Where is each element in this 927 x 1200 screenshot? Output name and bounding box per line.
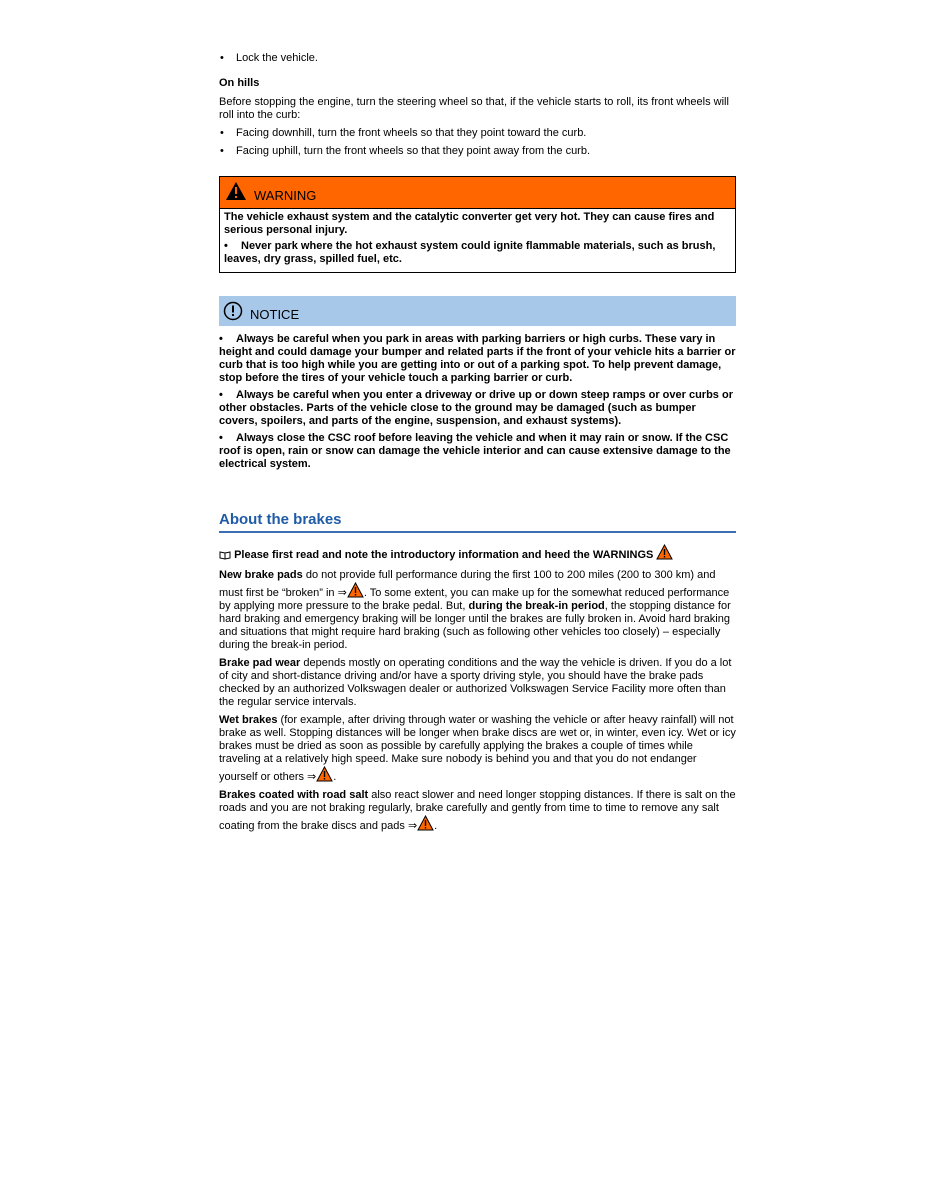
text: . To some extent, you can make up for the somewhat reduced performance by applying more pressure to the brake pedal. But,	[219, 587, 730, 612]
warning-text: The vehicle exhaust system and the catalytic converter get very hot. They can cause fires and serious personal injury.	[224, 211, 715, 236]
bullet-icon: •	[219, 432, 223, 444]
arrow-icon: ⇒	[337, 587, 347, 599]
text: .	[333, 771, 337, 783]
notice-item	[219, 432, 736, 471]
term-new-brake-pads: New brake pads	[219, 569, 303, 581]
warning-triangle-icon[interactable]	[347, 582, 364, 598]
notice-header	[219, 296, 736, 326]
section-heading-on-hills: On hills	[219, 77, 260, 89]
exclamation-circle-icon	[223, 301, 243, 321]
bullet-icon: •	[219, 389, 223, 401]
bullet-icon: •	[224, 240, 228, 252]
bullet-icon: •	[219, 333, 223, 345]
warning-triangle-icon[interactable]	[656, 544, 673, 560]
warning-header	[220, 177, 735, 209]
list-item	[219, 127, 736, 140]
warning-label: WARNING	[254, 188, 317, 203]
text: do not provide full performance during the first 100 to 200 miles (200 to 300 km) and must first be “broken” in	[219, 569, 716, 599]
intro-note	[219, 544, 736, 562]
notice-item	[219, 389, 736, 428]
notice-text: Always be careful when you park in areas with parking barriers or high curbs. These vary in height and could damage your bumper and related parts if the front of your vehicle hits a barrier or curb that is too high while you are getting into or out of a parking spot. To help prevent damage, stop before the tires of your vehicle touch a parking barrier or curb.	[219, 333, 736, 384]
warning-triangle-icon[interactable]	[316, 766, 333, 782]
notice-body	[219, 326, 736, 471]
text: .	[434, 820, 438, 832]
text: (for example, after driving through water or washing the vehicle or after heavy rainfall) will not brake as well. Stopping distances will be longer when brake discs are wet or, in winter, even icy. Wet or icy brakes must be dried as soon as possible by carefully applying the brakes a couple of times while traveling at a relatively high speed. Make sure nobody is behind you and that you do not endanger yourself or others	[219, 714, 736, 783]
term-road-salt: Brakes coated with road salt	[219, 789, 369, 801]
text: also react slower and need longer stopping distances. If there is salt on the roads and you are not braking regularly, brake carefully and gently from time to time to remove any salt coating from the brake discs and pads	[219, 789, 736, 832]
term-break-in-period: during the break-in period	[468, 600, 605, 612]
bullet-text: Facing downhill, turn the front wheels so that they point toward the curb.	[236, 127, 587, 139]
warning-triangle-icon[interactable]	[417, 815, 434, 831]
bullet-text: Never park where the hot exhaust system could ignite flammable materials, such as brush, leaves, dry grass, spilled fuel, etc.	[224, 240, 716, 265]
page-content	[219, 52, 736, 838]
bullet-text: Lock the vehicle.	[236, 52, 318, 64]
warning-bullet	[224, 240, 731, 266]
term-brake-pad-wear: Brake pad wear	[219, 657, 301, 669]
arrow-icon: ⇒	[307, 771, 317, 783]
notice-label: NOTICE	[250, 307, 300, 322]
paragraph-new-brake-pads	[219, 569, 736, 652]
section-title: About the brakes	[219, 511, 736, 533]
warning-body	[220, 209, 735, 272]
paragraph-road-salt	[219, 789, 736, 833]
arrow-icon: ⇒	[407, 820, 418, 832]
hills-intro: Before stopping the engine, turn the steering wheel so that, if the vehicle starts to roll, its front wheels will roll into the curb:	[219, 96, 729, 121]
bullet-text: Facing uphill, turn the front wheels so that they point away from the curb.	[236, 145, 591, 157]
term-wet-brakes: Wet brakes	[219, 714, 278, 726]
paragraph-brake-pad-wear	[219, 657, 736, 709]
intro-text: Please first read and note the introductory information and heed the WARNINGS	[234, 549, 654, 561]
book-icon	[219, 550, 231, 560]
text: , the stopping distance for hard braking and emergency braking will be longer until the brakes are fully broken in. Avoid hard braking and situations that might require hard braking (such as following other vehicles too closely) – especially during the break-in period.	[219, 600, 731, 651]
paragraph-wet-brakes	[219, 714, 736, 784]
warning-box	[219, 176, 736, 273]
notice-item	[219, 333, 736, 385]
warning-triangle-icon	[225, 181, 247, 201]
text: depends mostly on operating conditions and the way the vehicle is driven. If you do a lot of city and short-distance driving and/or have a sporty driving style, you should have the brake pads checked by an authorized Volkswagen dealer or authorized Volkswagen Service Facility more often than the regular service intervals.	[219, 657, 732, 708]
notice-text: Always close the CSC roof before leaving the vehicle and when it may rain or snow. If the CSC roof is open, rain or snow can damage the vehicle interior and can cause extensive damage to the electrical system.	[219, 432, 731, 470]
notice-text: Always be careful when you enter a driveway or drive up or down steep ramps or over curbs or other obstacles. Parts of the vehicle close to the ground may be damaged (such as bumper covers, spoilers, and parts of the engine, suspension, and exhaust systems).	[219, 389, 733, 427]
list-item	[219, 145, 736, 158]
list-item	[219, 52, 736, 65]
